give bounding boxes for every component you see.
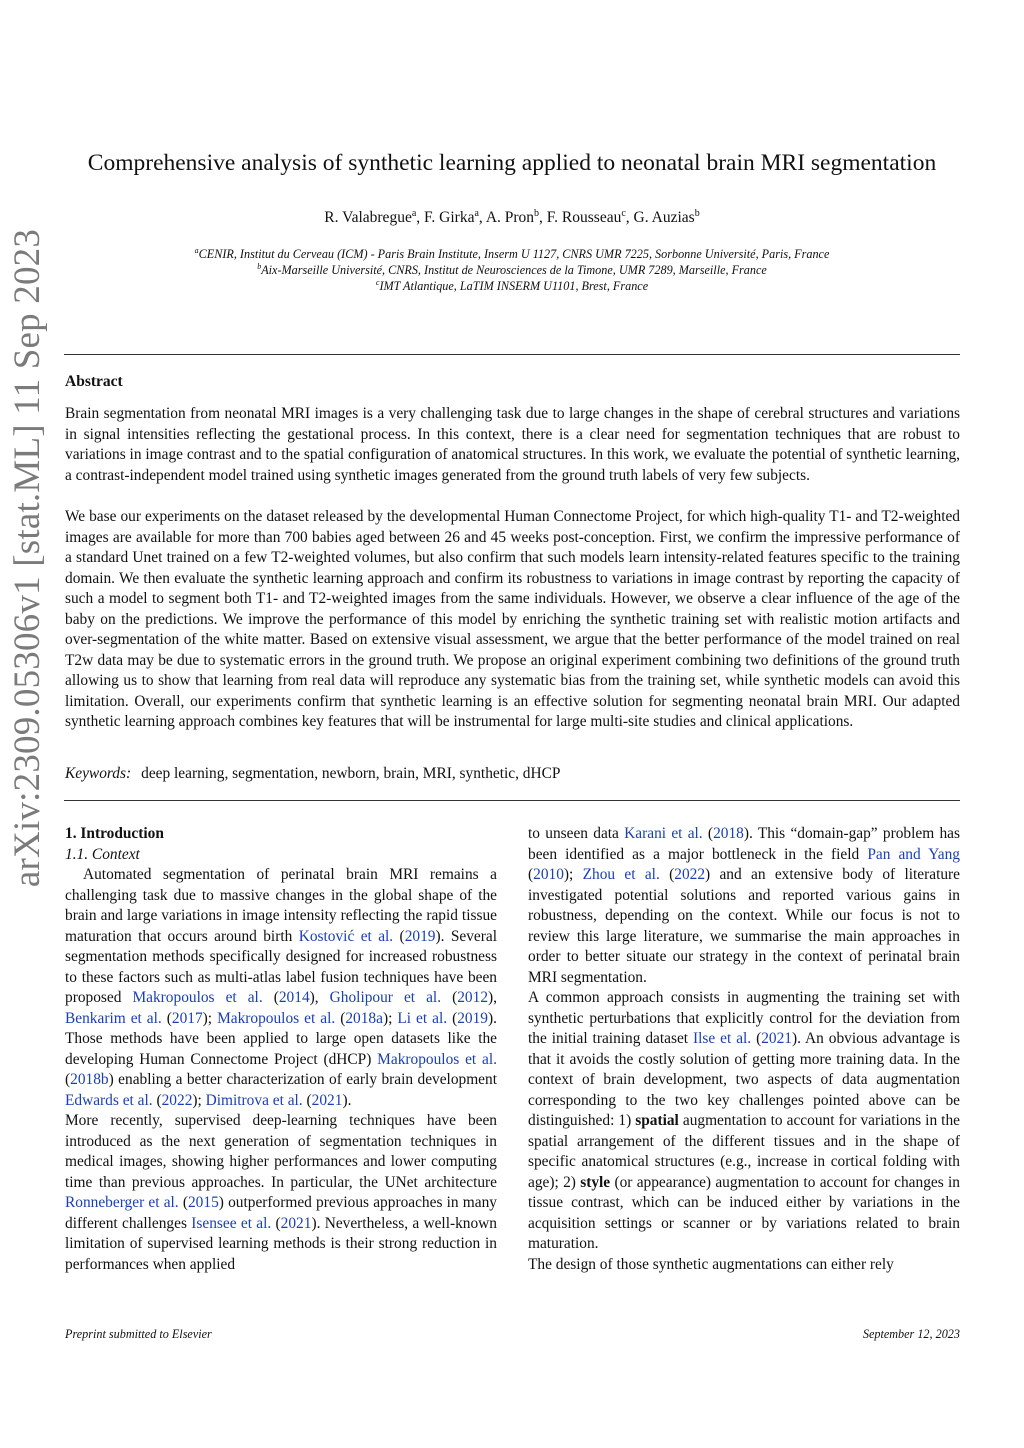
citation-link[interactable]: Kostović et al. xyxy=(298,927,394,945)
affiliation-text: Aix-Marseille Université, CNRS, Institut de Neurosciences de la Timone, UMR 7289, Marseille, France xyxy=(261,263,767,278)
author-name: F. Girka xyxy=(424,209,475,227)
footer-preprint-note: Preprint submitted to Elsevier xyxy=(65,1327,212,1341)
paper-title: Comprehensive analysis of synthetic learning applied to neonatal brain MRI segmentation xyxy=(87,150,937,176)
affiliation-line xyxy=(0,262,1024,278)
abstract-bottom-divider xyxy=(64,800,960,801)
citation-link[interactable]: Pan and Yang xyxy=(867,845,960,863)
affiliation-mark: c xyxy=(375,278,380,287)
citation-link[interactable]: Zhou et al. xyxy=(582,866,660,883)
affiliation-text: CENIR, Institut du Cerveau (ICM) - Paris Brain Institute, Inserm U 1127, CNRS UMR 7225, Sorbonne Université, Paris, France xyxy=(198,247,830,262)
citation-link[interactable]: Makropoulos et al. xyxy=(377,1050,497,1068)
author-affiliation-mark: c xyxy=(621,208,626,219)
citation-link[interactable]: Isensee et al. xyxy=(191,1214,272,1232)
abstract-paragraph-1: Brain segmentation from neonatal MRI images is a very challenging task due to large changes in the shape of cerebral structures and variations in signal intensities reflecting the gestational process. In this context, there is a clear need for segmentation techniques that are robust to variations in image contrast and to the spatial configuration of anatomical structures. In this work, we evaluate the potential of synthetic learning, a contrast-independent model trained using synthetic images generated from the ground truth labels of very few subjects. xyxy=(65,405,960,484)
subsection-heading: 1.1. Context xyxy=(65,845,140,863)
author-affiliation-mark: b xyxy=(534,208,540,219)
citation-link[interactable]: 2014 xyxy=(278,989,310,1006)
citation-link[interactable]: Ilse et al. xyxy=(693,1030,752,1047)
citation-link[interactable]: 2021 xyxy=(311,1091,343,1109)
citation-link[interactable]: 2019 xyxy=(404,927,436,945)
affiliation-line xyxy=(0,246,1024,262)
citation-link[interactable]: Benkarim et al. xyxy=(65,1009,162,1027)
section-heading: 1. Introduction xyxy=(65,825,164,842)
citation-link[interactable]: 2021 xyxy=(761,1030,792,1047)
author-list: R. Valabregue$^a$, F. Girka$^a$, A. Pron$^b$, F. Rousseau$^c$, G. Auzias$^b$ xyxy=(324,208,700,227)
citation-link[interactable]: 2018 xyxy=(713,825,744,842)
citation-link[interactable]: 2018a xyxy=(345,1009,383,1027)
citation-link[interactable]: 2015 xyxy=(187,1194,219,1211)
body-paragraph: A common approach consists in augmenting the training set with synthetic perturbations that explicitly control for the deviation from the initial training dataset Ilse et al. (2021). An obvious advantage is that it avoids the costly solution of getting more training data. In the context of brain development, two aspects of data augmentation corresponding to the two key challenges pointed above can be distinguished: 1) spatial augmentation to account for variations in the spatial arrangement of the different tissues and in the shape of specific anatomical structures (e.g., increase in cortical folding with age); 2) style (or appearance) augmentation to account for changes in tissue contrast, which can be induced either by variations in the acquisition settings or scanner or by variations related to brain maturation. xyxy=(528,989,961,1252)
author-name: R. Valabregue xyxy=(324,209,412,227)
citation-link[interactable]: Li et al. xyxy=(397,1009,448,1027)
author-name: F. Rousseau xyxy=(546,209,622,227)
citation-link[interactable]: 2010 xyxy=(533,866,564,883)
body-paragraph: Automated segmentation of perinatal brain MRI remains a challenging task due to massive changes in the global shape of the brain and large variations in image intensity reflecting the rapid tissue maturation that occurs around birth Kostović et al. (2019). Several segmentation methods specifically designed for increased robustness to these factors such as multi-atlas label fusion techniques have been proposed Makropoulos et al. (2014), Gholipour et al. (2012), Benkarim et al. (2017); Makropoulos et al. (2018a); Li et al. (2019). Those methods have been applied to large open datasets like the developing Human Connectome Project (dHCP) Makropoulos et al. (2018b) enabling a better characterization of early brain development Edwards et al. (2022); Dimitrova et al. (2021). xyxy=(65,866,497,1109)
author-affiliation-mark: b xyxy=(694,208,700,219)
author-affiliation-mark: a xyxy=(474,208,479,219)
citation-link[interactable]: 2017 xyxy=(171,1009,203,1027)
body-paragraph: More recently, supervised deep-learning techniques have been introduced as the next generation of segmentation techniques in medical images, showing higher performances and lower computing time than previous approaches. In particular, the UNet architecture Ronneberger et al. (2015) outperformed previous approaches in many different challenges Isensee et al. (2021). Nevertheless, a well-known limitation of supervised learning methods is their strong reduction in performances when applied xyxy=(65,1112,497,1273)
abstract-paragraph-2: We base our experiments on the dataset released by the developmental Human Connectome Project, for which high-quality T1- and T2-weighted images are available for more than 700 babies aged between 26 and 45 weeks post-conception. First, we confirm the impressive performance of a standard Unet trained on a few T2-weighted volumes, but also confirm that such models learn intensity-related features specific to the training domain. We then evaluate the synthetic learning approach and confirm its robustness to variations in image contrast by reporting the capacity of such a model to segment both T1- and T2-weighted images from the same individuals. However, we observe a clear influence of the age of the baby on the predictions. We improve the performance of this model by enriching the synthetic training set with realistic motion artifacts and over-segmentation of the white matter. Based on extensive visual assessment, we argue that the better performance of the model trained on real T2w data may be due to systematic errors in the ground truth. We propose an original experiment combining two definitions of the ground truth allowing us to show that learning from real data will reproduce any systematic bias from the training set, while synthetic models can avoid this limitation. Overall, our experiments confirm that synthetic learning is an effective solution for segmenting neonatal brain MRI. Our adapted synthetic learning approach combines key features that will be instrumental for large multi-site studies and clinical applications. xyxy=(65,508,960,730)
keywords-text: deep learning, segmentation, newborn, brain, MRI, synthetic, dHCP xyxy=(141,765,561,782)
citation-link[interactable]: Makropoulos et al. xyxy=(132,989,263,1006)
citation-link[interactable]: 2018b xyxy=(70,1071,109,1088)
body-paragraph: to unseen data Karani et al. (2018). This “domain-gap” problem has been identified as a major bottleneck in the field Pan and Yang (2010); Zhou et al. (2022) and an extensive body of literature investigated potential solutions and reported various gains in robustness, depending on the context. While our focus is not to review this large literature, we summarise the main approaches in order to better situate our strategy in the context of perinatal brain MRI segmentation. xyxy=(528,825,961,986)
affiliation-mark: b xyxy=(257,262,262,271)
author-name: A. Pron xyxy=(485,209,535,227)
affiliation-mark: a xyxy=(194,246,199,255)
keywords-line xyxy=(65,765,560,783)
keywords-label: Keywords: xyxy=(65,765,132,782)
citation-link[interactable]: 2012 xyxy=(457,989,489,1006)
citation-link[interactable]: 2022 xyxy=(161,1091,193,1109)
citation-link[interactable]: 2022 xyxy=(674,866,706,883)
citation-link[interactable]: 2021 xyxy=(280,1214,312,1232)
body-paragraph: The design of those synthetic augmentations can either rely xyxy=(528,1255,894,1273)
abstract-heading: Abstract xyxy=(65,373,123,390)
body-left-column xyxy=(65,824,497,1275)
citation-link[interactable]: Karani et al. xyxy=(624,825,703,842)
citation-link[interactable]: Edwards et al. xyxy=(65,1091,153,1109)
citation-link[interactable]: Dimitrova et al. xyxy=(205,1091,303,1109)
author-affiliation-mark: a xyxy=(411,208,417,219)
arxiv-identifier-stamp: arXiv:2309.05306v1 [stat.ML] 11 Sep 2023 xyxy=(7,228,48,888)
citation-link[interactable]: Gholipour et al. xyxy=(329,989,442,1006)
affiliation-text: IMT Atlantique, LaTIM INSERM U1101, Brest, France xyxy=(379,279,649,294)
top-divider xyxy=(64,354,960,355)
citation-link[interactable]: 2019 xyxy=(457,1009,488,1027)
citation-link[interactable]: Ronneberger et al. xyxy=(65,1194,179,1211)
footer-date: September 12, 2023 xyxy=(862,1327,960,1341)
author-name: G. Auzias xyxy=(633,209,695,227)
affiliation-line xyxy=(0,278,1024,294)
body-right-column xyxy=(528,824,960,1275)
citation-link[interactable]: Makropoulos et al. xyxy=(217,1009,336,1027)
